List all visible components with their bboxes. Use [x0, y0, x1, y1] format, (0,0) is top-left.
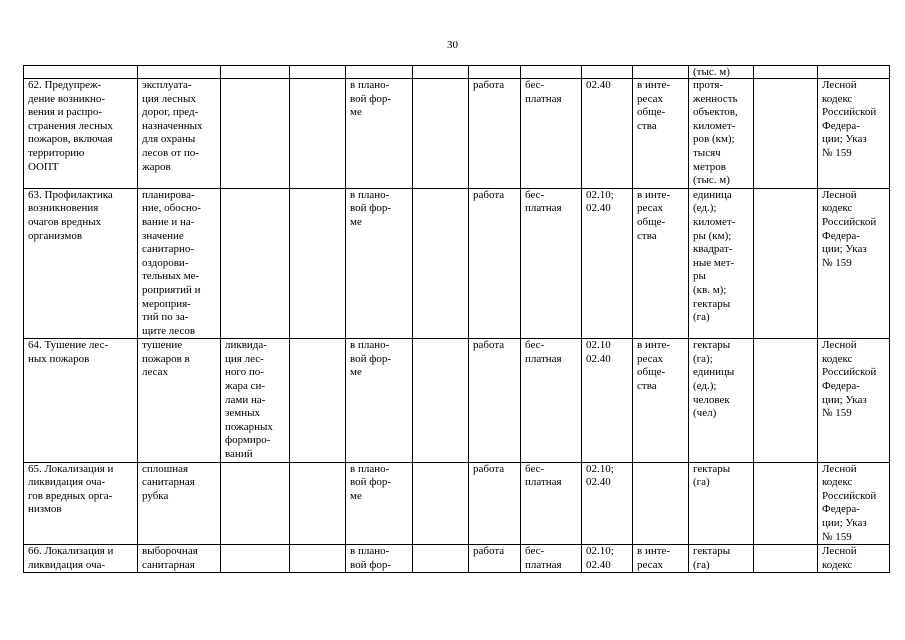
- content-detail-cell: [221, 545, 290, 573]
- page-number: 30: [447, 39, 458, 51]
- code-cell: [582, 66, 633, 79]
- legal-basis-cell: Лесной кодекс Российской Федера- ции; Указ № 159: [818, 339, 890, 462]
- content-cell: сплошная санитарная рубка: [138, 462, 221, 545]
- payment-cell: бес- платная: [521, 188, 582, 339]
- consumer-cell: в инте- ресах обще- ства: [633, 79, 689, 189]
- service-name-cell: [24, 66, 138, 79]
- services-table: [23, 65, 890, 573]
- code-cell: 02.10; 02.40: [582, 188, 633, 339]
- form-cell: в плано- вой фор-: [346, 545, 413, 573]
- indicator-cell: [754, 188, 818, 339]
- service-name-cell: 64. Тушение лес- ных пожаров: [24, 339, 138, 462]
- service-name-cell: 62. Предупреж- дение возникно- вения и распро- странения лесных пожаров, включая территорию ООПТ: [24, 79, 138, 189]
- unit-cell: единица (ед.); километ- ры (км); квадрат- ные мет- ры (кв. м); гектары (га): [689, 188, 754, 339]
- content-detail-cell: [221, 66, 290, 79]
- form-cell: в плано- вой фор- ме: [346, 79, 413, 189]
- extra-cell: [413, 462, 469, 545]
- payment-cell: [521, 66, 582, 79]
- legal-basis-cell: Лесной кодекс Российской Федера- ции; Указ № 159: [818, 462, 890, 545]
- service-name-cell: 66. Локализация и ликвидация оча-: [24, 545, 138, 573]
- table-row-continuation: [24, 66, 890, 79]
- category-cell: [290, 339, 346, 462]
- form-cell: в плано- вой фор- ме: [346, 462, 413, 545]
- type-cell: работа: [469, 188, 521, 339]
- payment-cell: бес- платная: [521, 545, 582, 573]
- type-cell: работа: [469, 339, 521, 462]
- content-detail-cell: [221, 79, 290, 189]
- content-cell: выборочная санитарная: [138, 545, 221, 573]
- table-row: [24, 545, 890, 573]
- form-cell: в плано- вой фор- ме: [346, 188, 413, 339]
- indicator-cell: [754, 79, 818, 189]
- content-cell: тушение пожаров в лесах: [138, 339, 221, 462]
- legal-basis-cell: Лесной кодекс Российской Федера- ции; Указ № 159: [818, 79, 890, 189]
- unit-cell: гектары (га); единицы (ед.); человек (чел): [689, 339, 754, 462]
- service-name-cell: 65. Локализация и ликвидация оча- гов вредных орга- низмов: [24, 462, 138, 545]
- type-cell: работа: [469, 545, 521, 573]
- type-cell: [469, 66, 521, 79]
- payment-cell: бес- платная: [521, 462, 582, 545]
- category-cell: [290, 66, 346, 79]
- content-cell: эксплуата- ция лесных дорог, пред- назначенных для охраны лесов от по- жаров: [138, 79, 221, 189]
- extra-cell: [413, 66, 469, 79]
- table-row: [24, 462, 890, 545]
- indicator-cell: [754, 545, 818, 573]
- content-detail-cell: ликвида- ция лес- ного по- жара си- лами на- земных пожарных формиро- ваний: [221, 339, 290, 462]
- consumer-cell: в инте- ресах обще- ства: [633, 188, 689, 339]
- category-cell: [290, 188, 346, 339]
- content-detail-cell: [221, 188, 290, 339]
- form-cell: [346, 66, 413, 79]
- unit-cell: (тыс. м): [689, 66, 754, 79]
- legal-basis-cell: [818, 66, 890, 79]
- category-cell: [290, 545, 346, 573]
- service-name-cell: 63. Профилактика возникновения очагов вредных организмов: [24, 188, 138, 339]
- consumer-cell: [633, 462, 689, 545]
- extra-cell: [413, 79, 469, 189]
- legal-basis-cell: Лесной кодекс: [818, 545, 890, 573]
- extra-cell: [413, 339, 469, 462]
- type-cell: работа: [469, 462, 521, 545]
- payment-cell: бес- платная: [521, 339, 582, 462]
- table-row: [24, 339, 890, 462]
- extra-cell: [413, 545, 469, 573]
- indicator-cell: [754, 66, 818, 79]
- content-cell: планирова- ние, обосно- вание и на- значение санитарно- оздорови- тельных ме- роприятий и мероприя- тий по за- щите лесов: [138, 188, 221, 339]
- form-cell: в плано- вой фор- ме: [346, 339, 413, 462]
- category-cell: [290, 79, 346, 189]
- payment-cell: бес- платная: [521, 79, 582, 189]
- unit-cell: гектары (га): [689, 462, 754, 545]
- table-row: [24, 79, 890, 189]
- unit-cell: гектары (га): [689, 545, 754, 573]
- code-cell: 02.40: [582, 79, 633, 189]
- code-cell: 02.10; 02.40: [582, 545, 633, 573]
- code-cell: 02.10; 02.40: [582, 462, 633, 545]
- code-cell: 02.10 02.40: [582, 339, 633, 462]
- category-cell: [290, 462, 346, 545]
- legal-basis-cell: Лесной кодекс Российской Федера- ции; Указ № 159: [818, 188, 890, 339]
- indicator-cell: [754, 462, 818, 545]
- type-cell: работа: [469, 79, 521, 189]
- indicator-cell: [754, 339, 818, 462]
- consumer-cell: [633, 66, 689, 79]
- table-row: [24, 188, 890, 339]
- consumer-cell: в инте- ресах: [633, 545, 689, 573]
- consumer-cell: в инте- ресах обще- ства: [633, 339, 689, 462]
- unit-cell: протя- женность объектов, километ- ров (км); тысяч метров (тыс. м): [689, 79, 754, 189]
- extra-cell: [413, 188, 469, 339]
- content-cell: [138, 66, 221, 79]
- content-detail-cell: [221, 462, 290, 545]
